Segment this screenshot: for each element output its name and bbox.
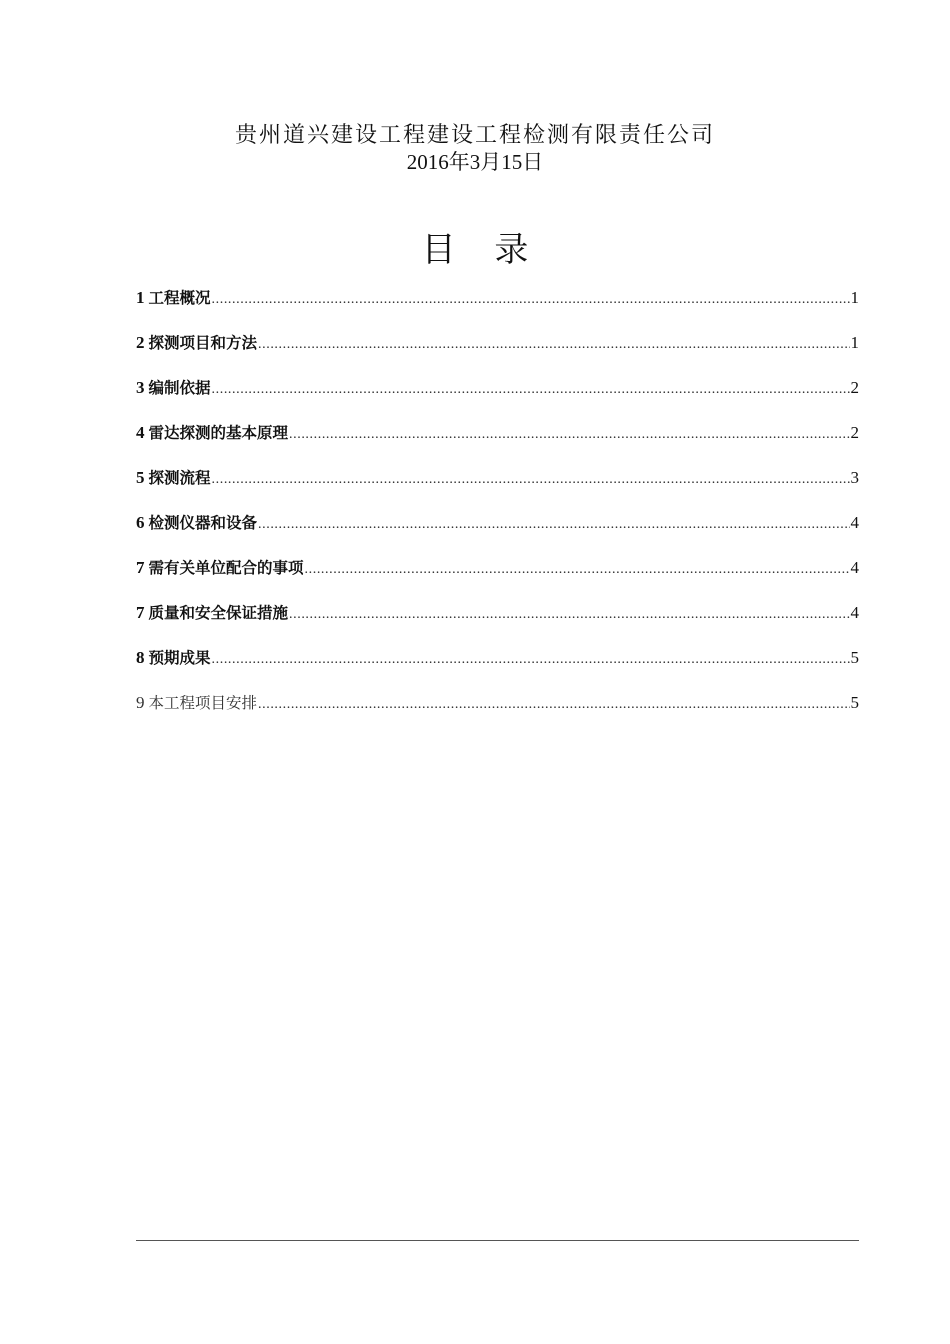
toc-entry-label: 编制依据 xyxy=(148,379,211,397)
toc-leader-dots xyxy=(258,511,849,539)
toc-entry-number: 3 xyxy=(136,378,145,397)
footer-divider xyxy=(136,1240,859,1241)
toc-entry[interactable] xyxy=(136,419,859,464)
toc-entry-page: 5 xyxy=(850,648,859,667)
toc-entry[interactable] xyxy=(136,599,859,644)
toc-leader-dots xyxy=(212,286,850,314)
toc-entry[interactable] xyxy=(136,329,859,374)
toc-title: 目 录 xyxy=(421,230,543,270)
toc-entry-label: 探测流程 xyxy=(148,469,211,487)
toc-entry-label: 需有关单位配合的事项 xyxy=(148,559,304,577)
toc-leader-dots xyxy=(305,556,850,584)
toc-entry-label: 本工程项目安排 xyxy=(148,694,258,712)
toc-entry-label: 检测仪器和设备 xyxy=(148,514,258,532)
toc-entry-number: 7 xyxy=(136,603,145,622)
toc-entry-label: 预期成果 xyxy=(148,649,211,667)
toc-leader-dots xyxy=(212,646,850,674)
toc-entry-page: 1 xyxy=(850,288,859,307)
toc-entry-number: 7 xyxy=(136,558,145,577)
toc-entry[interactable] xyxy=(136,554,859,599)
document-date: 2016年3月15日 xyxy=(406,150,544,174)
toc-entry-page: 1 xyxy=(850,333,859,352)
toc-entry-number: 5 xyxy=(136,468,145,487)
toc-entry-page: 3 xyxy=(850,468,859,487)
toc-entry-label: 雷达探测的基本原理 xyxy=(148,424,289,442)
toc-leader-dots xyxy=(258,331,849,359)
toc-leader-dots xyxy=(212,376,850,404)
table-of-contents xyxy=(136,284,859,734)
toc-entry[interactable] xyxy=(136,464,859,509)
toc-entry[interactable] xyxy=(136,689,859,734)
toc-entry-page: 4 xyxy=(850,558,859,577)
toc-entry[interactable] xyxy=(136,284,859,329)
toc-entry-label: 探测项目和方法 xyxy=(148,334,258,352)
toc-entry-number: 2 xyxy=(136,333,145,352)
toc-entry-page: 2 xyxy=(850,423,859,442)
toc-entry-number: 6 xyxy=(136,513,145,532)
toc-entry-number: 8 xyxy=(136,648,145,667)
toc-leader-dots xyxy=(289,421,849,449)
toc-leader-dots xyxy=(212,466,850,494)
toc-entry-number: 9 xyxy=(136,693,145,712)
toc-entry-number: 1 xyxy=(136,288,145,307)
toc-leader-dots xyxy=(258,691,849,719)
toc-entry[interactable] xyxy=(136,374,859,419)
toc-entry-page: 4 xyxy=(850,603,859,622)
toc-entry-page: 4 xyxy=(850,513,859,532)
toc-entry-label: 工程概况 xyxy=(148,289,211,307)
toc-entry-label: 质量和安全保证措施 xyxy=(148,604,289,622)
company-name: 贵州道兴建设工程建设工程检测有限责任公司 xyxy=(234,123,715,148)
toc-entry-number: 4 xyxy=(136,423,145,442)
toc-entry[interactable] xyxy=(136,644,859,689)
toc-entry-page: 5 xyxy=(850,693,859,712)
toc-leader-dots xyxy=(289,601,849,629)
toc-entry[interactable] xyxy=(136,509,859,554)
toc-entry-page: 2 xyxy=(850,378,859,397)
